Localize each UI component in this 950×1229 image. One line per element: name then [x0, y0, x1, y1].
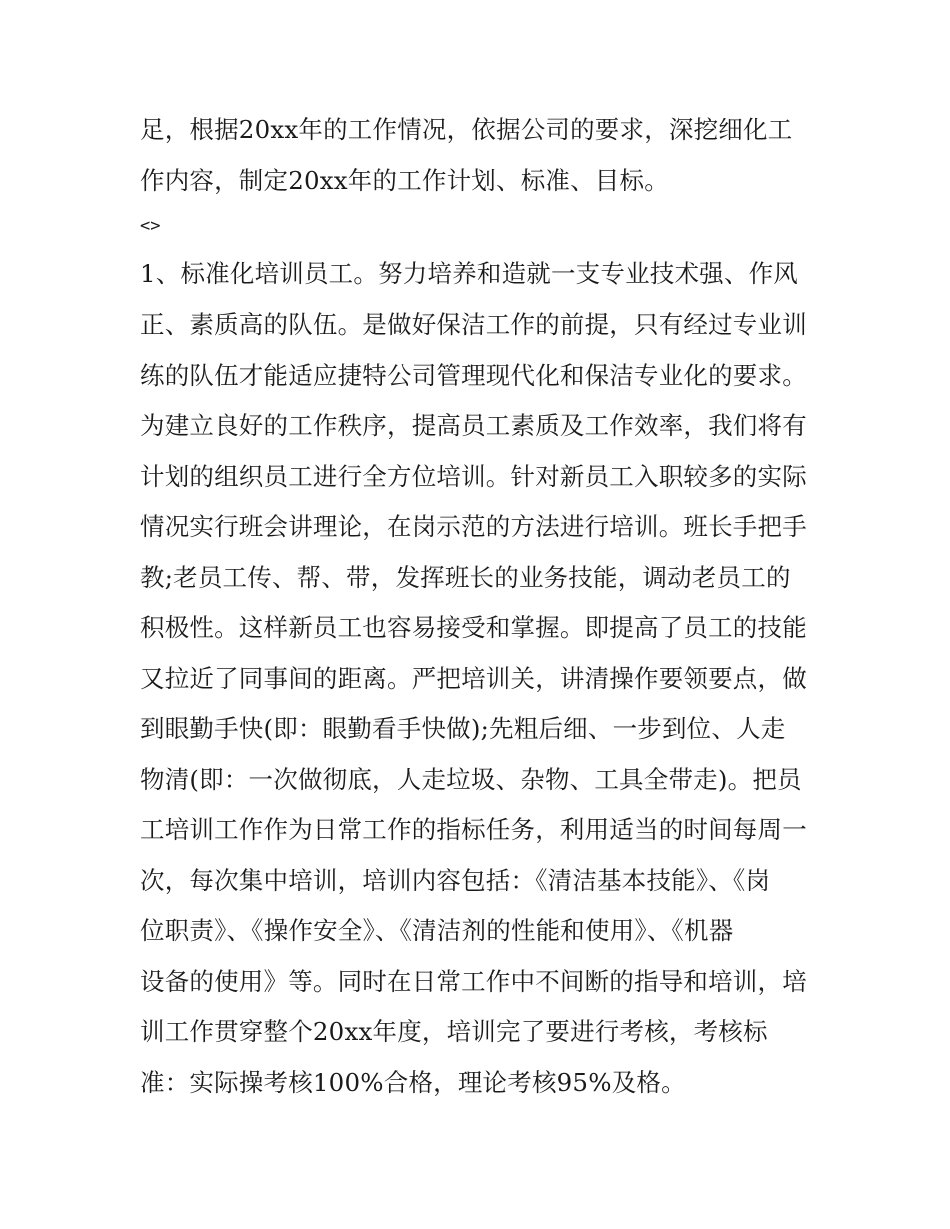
section-line-7: 教;老员工传、帮、带，发挥班长的业务技能，调动老员工的 — [140, 563, 791, 592]
section-line-16: 训工作贯穿整个20xx年度，培训完了要进行考核，考核标 — [140, 1017, 768, 1046]
section-line-10: 到眼勤手快(即：眼勤看手快做);先粗后细、一步到位、人走 — [140, 714, 786, 743]
section-line-6: 情况实行班会讲理论，在岗示范的方法进行培训。班长手把手 — [140, 512, 807, 541]
section-line-8: 积极性。这样新员工也容易接受和掌握。即提高了员工的技能 — [140, 613, 807, 642]
section-line-3: 练的队伍才能适应捷特公司管理现代化和保洁专业化的要求。 — [140, 361, 807, 390]
section-line-1: 1、标准化培训员工。努力培养和造就一支专业技术强、作风 — [140, 259, 798, 288]
section-line-9: 又拉近了同事间的距离。严把培训关，讲清操作要领要点，做 — [140, 664, 807, 693]
section-line-2: 正、素质高的队伍。是做好保洁工作的前提，只有经过专业训 — [140, 310, 807, 339]
section-line-12: 工培训工作作为日常工作的指标任务，利用适当的时间每周一 — [140, 815, 807, 844]
section-line-15: 设备的使用》等。同时在日常工作中不间断的指导和培训，培 — [140, 967, 807, 996]
section-line-11: 物清(即：一次做彻底，人走垃圾、杂物、工具全带走)。把员 — [140, 765, 802, 794]
intro-line-1: 足，根据20xx年的工作情况，依据公司的要求，深挖细化工 — [140, 115, 793, 144]
intro-line-2: 作内容，制定20xx年的工作计划、标准、目标。 — [140, 166, 669, 195]
section-line-5: 计划的组织员工进行全方位培训。针对新员工入职较多的实际 — [140, 462, 807, 491]
section-line-4: 为建立良好的工作秩序，提高员工素质及工作效率，我们将有 — [140, 411, 807, 440]
inline-marker: <> — [140, 216, 161, 236]
section-line-17: 准：实际操考核100%合格，理论考核95%及格。 — [140, 1068, 686, 1097]
section-line-13: 次，每次集中培训，培训内容包括：《清洁基本技能》、《岗 — [140, 866, 771, 895]
section-line-14: 位职责》、《操作安全》、《清洁剂的性能和使用》、《机器 — [140, 916, 734, 945]
